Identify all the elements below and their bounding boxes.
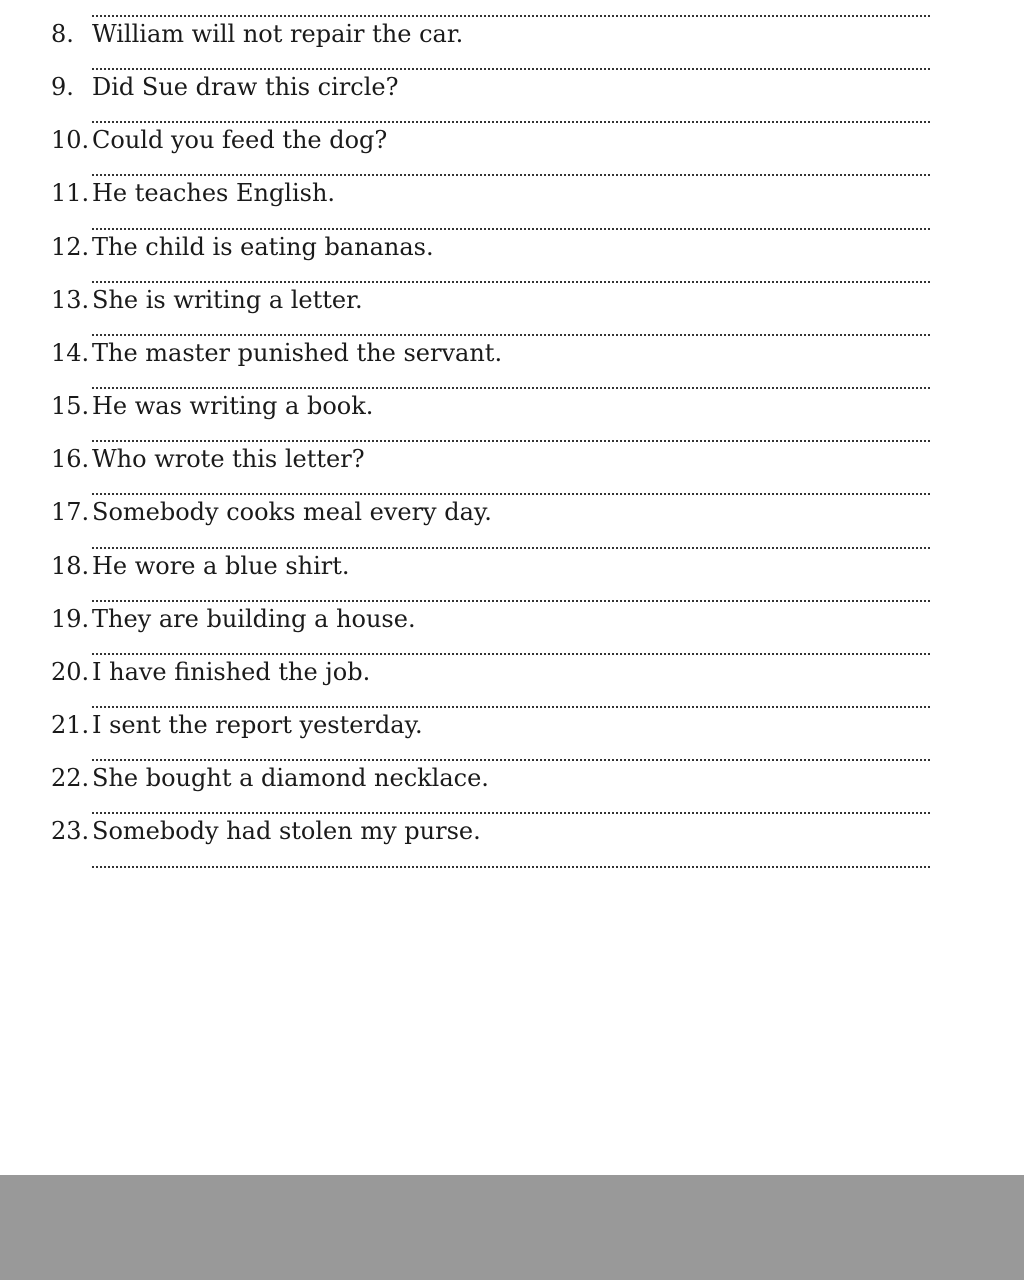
answer-line bbox=[92, 866, 930, 868]
item-sentence: She bought a diamond necklace. bbox=[92, 764, 489, 792]
item-sentence: Did Sue draw this circle? bbox=[92, 73, 399, 101]
list-item bbox=[0, 125, 1024, 155]
item-number: 17. bbox=[51, 498, 90, 526]
answer-line bbox=[92, 281, 930, 283]
list-item bbox=[0, 285, 1024, 315]
item-number: 20. bbox=[51, 658, 90, 686]
answer-line bbox=[92, 15, 930, 17]
item-sentence: She is writing a letter. bbox=[92, 286, 363, 314]
item-sentence: He teaches English. bbox=[92, 179, 336, 207]
item-sentence: Who wrote this letter? bbox=[92, 445, 365, 473]
answer-line bbox=[92, 174, 930, 176]
item-sentence: He was writing a book. bbox=[92, 392, 374, 420]
list-item bbox=[0, 444, 1024, 474]
list-item bbox=[0, 391, 1024, 421]
item-number: 13. bbox=[51, 286, 90, 314]
answer-line bbox=[92, 759, 930, 761]
answer-line bbox=[92, 228, 930, 230]
list-item bbox=[0, 19, 1024, 49]
item-number: 9. bbox=[51, 73, 74, 101]
list-item bbox=[0, 657, 1024, 687]
list-item bbox=[0, 710, 1024, 740]
list-item bbox=[0, 232, 1024, 262]
item-number: 12. bbox=[51, 233, 90, 261]
item-number: 10. bbox=[51, 126, 90, 154]
answer-line bbox=[92, 706, 930, 708]
item-sentence: The child is eating bananas. bbox=[92, 233, 434, 261]
item-sentence: I sent the report yesterday. bbox=[92, 711, 423, 739]
list-item bbox=[0, 604, 1024, 634]
item-number: 16. bbox=[51, 445, 90, 473]
viewer-bottom-bar bbox=[0, 1175, 1024, 1280]
list-item bbox=[0, 816, 1024, 846]
item-number: 8. bbox=[51, 20, 74, 48]
item-sentence: Could you feed the dog? bbox=[92, 126, 388, 154]
answer-line bbox=[92, 387, 930, 389]
item-number: 14. bbox=[51, 339, 90, 367]
item-number: 21. bbox=[51, 711, 90, 739]
answer-line bbox=[92, 440, 930, 442]
list-item bbox=[0, 551, 1024, 581]
answer-line bbox=[92, 68, 930, 70]
answer-line bbox=[92, 653, 930, 655]
item-sentence: I have finished the job. bbox=[92, 658, 371, 686]
answer-line bbox=[92, 547, 930, 549]
item-number: 19. bbox=[51, 605, 90, 633]
item-sentence: Somebody had stolen my purse. bbox=[92, 817, 481, 845]
item-sentence: William will not repair the car. bbox=[92, 20, 464, 48]
list-item bbox=[0, 178, 1024, 208]
list-item bbox=[0, 72, 1024, 102]
item-sentence: Somebody cooks meal every day. bbox=[92, 498, 492, 526]
item-number: 15. bbox=[51, 392, 90, 420]
item-sentence: He wore a blue shirt. bbox=[92, 552, 350, 580]
answer-line bbox=[92, 334, 930, 336]
answer-line bbox=[92, 812, 930, 814]
item-sentence: They are building a house. bbox=[92, 605, 416, 633]
item-number: 11. bbox=[51, 179, 90, 207]
answer-line bbox=[92, 493, 930, 495]
item-sentence: The master punished the servant. bbox=[92, 339, 503, 367]
answer-line bbox=[92, 121, 930, 123]
list-item bbox=[0, 338, 1024, 368]
answer-line bbox=[92, 600, 930, 602]
item-number: 18. bbox=[51, 552, 90, 580]
list-item bbox=[0, 763, 1024, 793]
list-item bbox=[0, 497, 1024, 527]
item-number: 23. bbox=[51, 817, 90, 845]
item-number: 22. bbox=[51, 764, 90, 792]
